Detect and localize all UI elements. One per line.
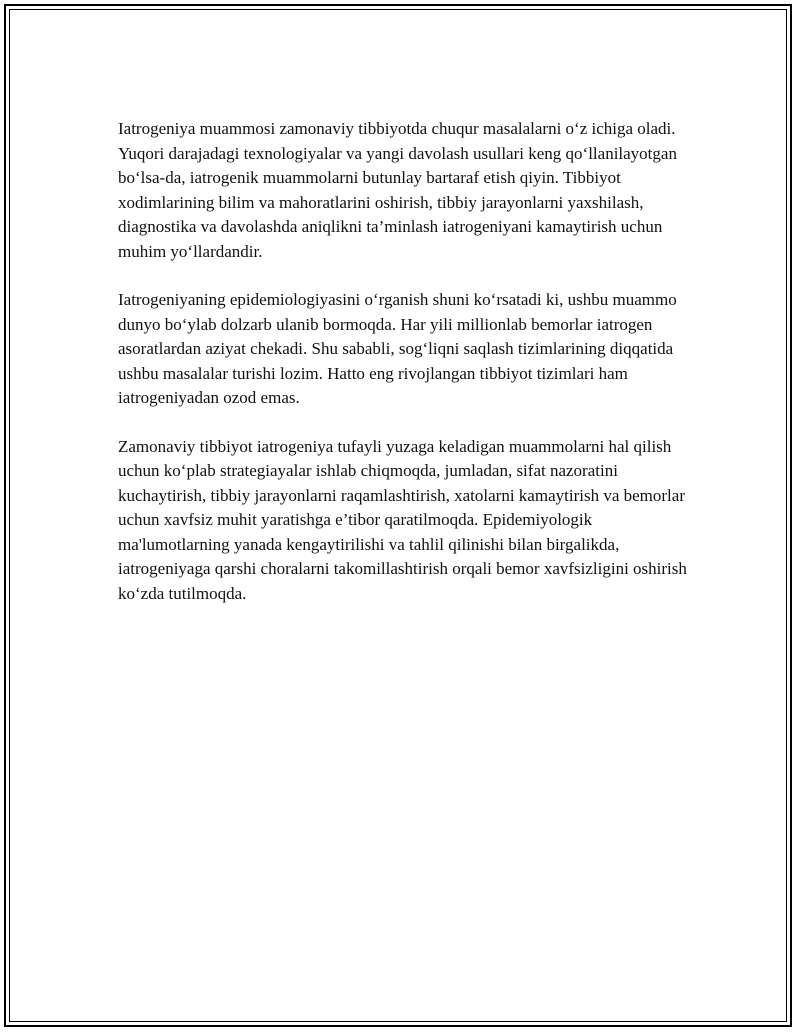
paragraph-1: Iatrogeniya muammosi zamonaviy tibbiyotda chuqur masalalarni o‘z ichiga oladi. Yuqori darajadagi texnologiyalar va yangi davolash usullari keng qo‘llanilayotgan bo‘lsa-da, iatrogenik muammolarni butunlay bartaraf etish qiyin. Tibbiyot xodimlarining bilim va mahoratlarini oshirish, tibbiy jarayonlarni yaxshilash, diagnostika va davolashda aniqlikni ta’minlash iatrogeniyani kamaytirish uchun muhim yo‘llardandir. bbox=[118, 119, 677, 261]
paragraph-3: Zamonaviy tibbiyot iatrogeniya tufayli yuzaga keladigan muammolarni hal qilish uchun ko‘plab strategiayalar ishlab chiqmoqda, jumladan, sifat nazoratini kuchaytirish, tibbiy jarayonlarni raqamlashtirish, xatolarni kamaytirish va bemorlar uchun xavfsiz muhit yaratishga e’tibor qaratilmoqda. Epidemiyologik ma'lumotlarning yanada kengaytirilishi va tahlil qilinishi bilan birgalikda, iatrogeniyaga qarshi choralarni takomillashtirish orqali bemor xavfsizligini oshirish ko‘zda tutilmoqda. bbox=[118, 436, 687, 603]
paragraph-2: Iatrogeniyaning epidemiologiyasini o‘rganish shuni ko‘rsatadi ki, ushbu muammo dunyo bo‘ylab dolzarb ulanib bormoqda. Har yili millionlab bemorlar iatrogen asoratlardan aziyat chekadi. Shu sababli, sog‘liqni saqlash tizimlarining diqqatida ushbu masalalar turishi lozim. Hatto eng rivojlangan tibbiyot tizimlari ham iatrogeniyadan ozod emas. bbox=[118, 290, 677, 407]
document-body bbox=[118, 117, 688, 630]
